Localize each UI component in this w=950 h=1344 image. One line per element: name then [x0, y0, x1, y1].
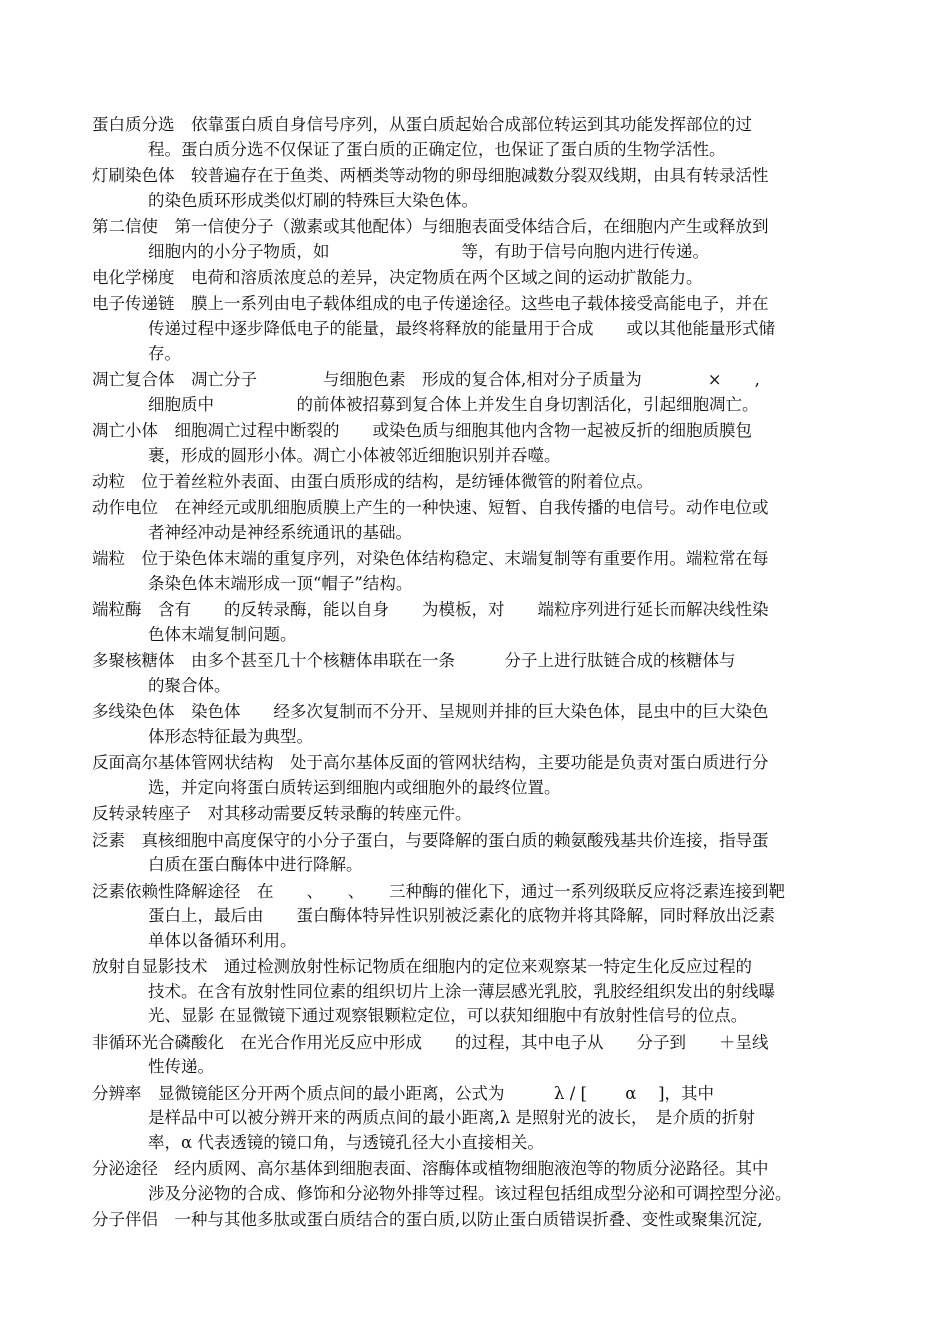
entry-term-line: 蛋白质分选 依靠蛋白质自身信号序列，从蛋白质起始合成部位转运到其功能发挥部位的过 — [92, 115, 752, 134]
entry-continuation-line: 白质在蛋白酶体中进行降解。 — [148, 855, 363, 875]
glossary-entry — [92, 649, 892, 698]
entry-continuation-line: 选，并定向将蛋白质转运到细胞内或细胞外的最终位置。 — [148, 777, 561, 797]
entry-continuation-line: 率，α 代表透镜的镜口角，与透镜孔径大小直接相关。 — [148, 1132, 544, 1152]
entry-term-line: 分辨率 显微镜能区分开两个质点间的最小距离，公式为 λ / [ α ]，其中 — [92, 1083, 715, 1103]
entry-term-line: 端粒 位于染色体末端的重复序列，对染色体结构稳定、末端复制等有重要作用。端粒常在每 — [92, 549, 769, 569]
entry-continuation-line: 色体末端复制问题。 — [148, 624, 297, 644]
glossary-entries — [92, 113, 892, 1235]
glossary-entry — [92, 1157, 892, 1206]
glossary-entry — [92, 598, 892, 647]
entry-term-line: 动粒 位于着丝粒外表面、由蛋白质形成的结构，是纺锤体微管的附着位点。 — [92, 471, 653, 491]
glossary-entry — [92, 700, 892, 749]
entry-term-line: 泛素 真核细胞中高度保守的小分子蛋白，与要降解的蛋白质的赖氨酸残基共价连接，指导蛋 — [92, 830, 769, 850]
entry-continuation-line: 裹，形成的圆形小体。凋亡小体被邻近细胞识别并吞噬。 — [148, 445, 561, 465]
entry-term-line: 凋亡复合体 凋亡分子 与细胞色素 形成的复合体,相对分子质量为 × , — [92, 369, 760, 389]
entry-term-line: 泛素依赖性降解途径 在 、 、 三种酶的催化下，通过一系列级联反应将泛素连接到靶 — [92, 881, 785, 901]
entry-continuation-line: 存。 — [148, 343, 181, 363]
entry-continuation-line: 程。蛋白质分选不仅保证了蛋白质的正确定位，也保证了蛋白质的生物学活性。 — [148, 139, 726, 159]
entry-continuation-line: 单体以备循环利用。 — [148, 930, 297, 950]
glossary-entry — [92, 751, 892, 800]
glossary-entry — [92, 470, 892, 495]
glossary-entry — [92, 547, 892, 596]
entry-term-line: 放射自显影技术 通过检测放射性标记物质在细胞内的定位来观察某一特定生化反应过程的 — [92, 957, 752, 977]
entry-continuation-line: 的聚合体。 — [148, 675, 231, 695]
glossary-entry — [92, 368, 892, 417]
entry-term-line: 分泌途径 经内质网、高尔基体到细胞表面、溶酶体或植物细胞液泡等的物质分泌路径。其中 — [92, 1159, 769, 1179]
glossary-entry — [92, 266, 892, 291]
glossary-entry — [92, 215, 892, 264]
glossary-entry — [92, 164, 892, 213]
entry-term-line: 灯刷染色体 较普遍存在于鱼类、两栖类等动物的卵母细胞减数分裂双线期，由具有转录活性 — [92, 165, 769, 185]
entry-continuation-line: 性传递。 — [148, 1057, 214, 1077]
entry-term-line: 第二信使 第一信使分子（激素或其他配体）与细胞表面受体结合后，在细胞内产生或释放到 — [92, 216, 769, 236]
entry-continuation-line: 细胞质中 的前体被招募到复合体上并发生自身切割活化，引起细胞凋亡。 — [148, 394, 759, 414]
glossary-entry — [92, 802, 892, 827]
glossary-entry — [92, 113, 892, 162]
entry-continuation-line: 传递过程中逐步降低电子的能量，最终将释放的能量用于合成 或以其他能量形式储 — [148, 318, 775, 338]
entry-continuation-line: 者神经冲动是神经系统通讯的基础。 — [148, 522, 412, 542]
entry-term-line: 电子传递链 膜上一系列由电子载体组成的电子传递途径。这些电子载体接受高能电子，并在 — [92, 294, 769, 314]
entry-term-line: 非循环光合磷酸化 在光合作用光反应中形成 的过程，其中电子从 分子到 ＋呈线 — [92, 1032, 769, 1052]
entry-continuation-line: 的染色质环形成类似灯刷的特殊巨大染色体。 — [148, 190, 478, 210]
glossary-entry — [92, 1082, 892, 1156]
entry-continuation-line: 细胞内的小分子物质，如 等，有助于信号向胞内进行传递。 — [148, 241, 709, 261]
glossary-entry — [92, 955, 892, 1029]
glossary-entry — [92, 1031, 892, 1080]
entry-term-line: 多聚核糖体 由多个甚至几十个核糖体串联在一条 分子上进行肽链合成的核糖体与 — [92, 651, 736, 671]
entry-term-line: 动作电位 在神经元或肌细胞质膜上产生的一种快速、短暂、自我传播的电信号。动作电位或 — [92, 498, 769, 518]
entry-continuation-line: 蛋白上，最后由 蛋白酶体特异性识别被泛素化的底物并将其降解，同时释放出泛素 — [148, 906, 775, 926]
glossary-entry — [92, 829, 892, 878]
entry-term-line: 凋亡小体 细胞凋亡过程中断裂的 或染色质与细胞其他内含物一起被反折的细胞质膜包 — [92, 420, 752, 440]
entry-continuation-line: 涉及分泌物的合成、修饰和分泌物外排等过程。该过程包括组成型分泌和可调控型分泌。 — [148, 1183, 792, 1203]
glossary-entry — [92, 496, 892, 545]
glossary-entry — [92, 880, 892, 954]
entry-continuation-line: 光、显影 在显微镜下通过观察银颗粒定位，可以获知细胞中有放射性信号的位点。 — [148, 1006, 748, 1026]
entry-term-line: 电化学梯度 电荷和溶质浓度总的差异，决定物质在两个区域之间的运动扩散能力。 — [92, 267, 703, 287]
entry-term-line: 反转录转座子 对其移动需要反转录酶的转座元件。 — [92, 804, 472, 824]
glossary-entry — [92, 292, 892, 366]
entry-term-line: 反面高尔基体管网状结构 处于高尔基体反面的管网状结构，主要功能是负责对蛋白质进行分 — [92, 753, 769, 773]
entry-continuation-line: 体形态特征最为典型。 — [148, 726, 313, 746]
entry-continuation-line: 条染色体末端形成一顶“帽子”结构。 — [148, 573, 413, 593]
glossary-entry — [92, 1208, 892, 1233]
entry-term-line: 多线染色体 染色体 经多次复制而不分开、呈规则并排的巨大染色体，昆虫中的巨大染色 — [92, 702, 769, 722]
entry-term-line: 端粒酶 含有 的反转录酶，能以自身 为模板，对 端粒序列进行延长而解决线性染 — [92, 600, 769, 620]
entry-term-line: 分子伴侣 一种与其他多肽或蛋白质结合的蛋白质,以防止蛋白质错误折叠、变性或聚集沉淀, — [92, 1210, 763, 1230]
glossary-entry — [92, 419, 892, 468]
entry-continuation-line: 技术。在含有放射性同位素的组织切片上涂一薄层感光乳胶，乳胶经组织发出的射线曝 — [148, 981, 775, 1001]
entry-continuation-line: 是样品中可以被分辨开来的两质点间的最小距离,λ 是照射光的波长， 是介质的折射 — [148, 1108, 755, 1128]
